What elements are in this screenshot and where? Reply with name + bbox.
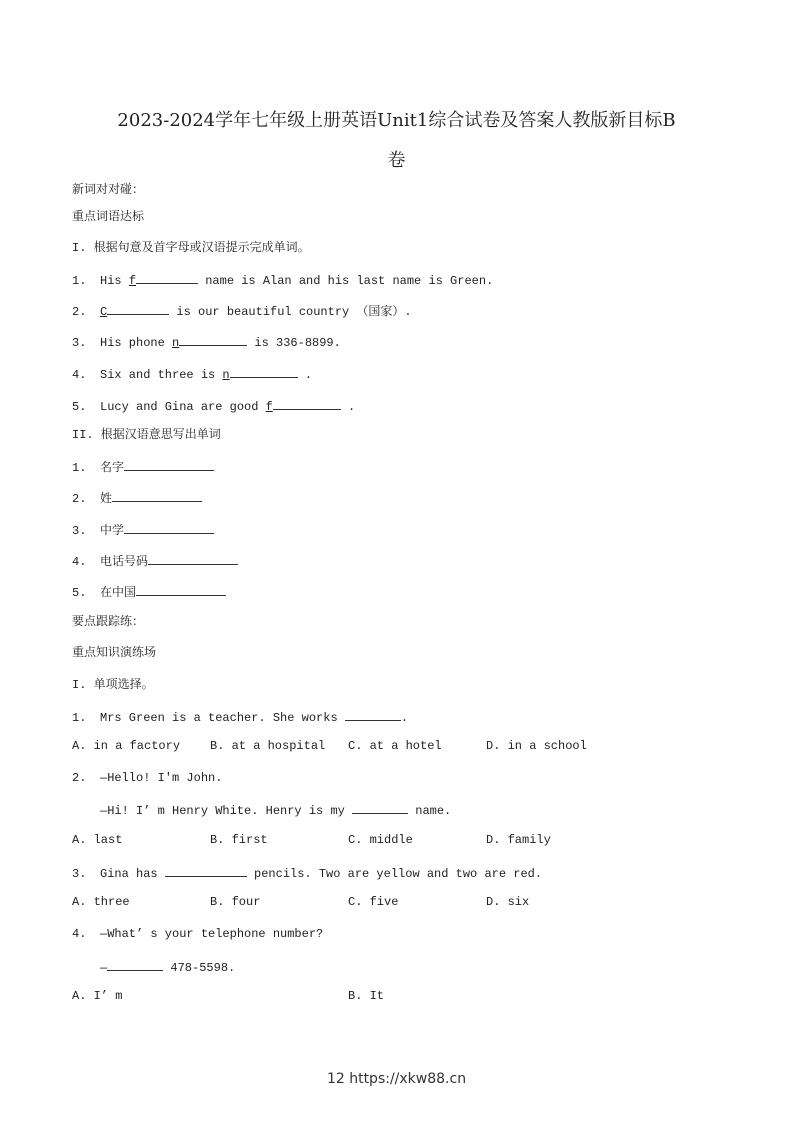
hint-letter: n — [222, 368, 230, 382]
question-number: 2. — [72, 305, 87, 319]
option-c[interactable]: C. middle — [348, 833, 413, 847]
answer-blank[interactable] — [230, 365, 298, 378]
question — [72, 458, 214, 476]
question-number: 3. — [72, 336, 87, 350]
question-number: 5. — [72, 400, 87, 414]
hint-letter: f — [128, 274, 137, 288]
option-b[interactable]: B. It — [348, 989, 385, 1003]
question-text: 478-5598. — [163, 961, 236, 975]
question-text: — — [100, 961, 108, 975]
question — [72, 926, 323, 942]
question — [72, 302, 412, 320]
part-heading: I. 单项选择。 — [72, 678, 154, 692]
question-text: His phone — [100, 336, 173, 350]
question-text: . — [340, 400, 356, 414]
question-number: 2. — [72, 492, 87, 506]
question-text: name. — [408, 804, 452, 818]
question — [72, 521, 214, 539]
question — [72, 397, 355, 415]
question-number: 1. — [72, 274, 87, 288]
question — [72, 552, 238, 570]
question — [72, 333, 341, 351]
hint-letter: f — [265, 400, 273, 414]
question-number: 4. — [72, 555, 87, 569]
question-text: —Hi! I’ m Henry White. Henry is my — [100, 804, 353, 818]
part-heading: II. 根据汉语意思写出单词 — [72, 428, 221, 442]
question-number: 2. — [72, 771, 87, 785]
question-text: is our beautiful country （国家）. — [169, 305, 412, 319]
question-text: 名字 — [100, 461, 125, 475]
answer-blank[interactable] — [273, 397, 341, 410]
question-text: 姓 — [100, 492, 113, 506]
answer-blank[interactable] — [148, 552, 238, 565]
option-a[interactable]: A. last — [72, 833, 123, 847]
option-c[interactable]: C. at a hotel — [348, 739, 442, 753]
question — [72, 271, 493, 289]
question — [72, 708, 408, 726]
option-b[interactable]: B. at a hospital — [210, 739, 326, 753]
question-number: 1. — [72, 461, 87, 475]
option-d[interactable]: D. in a school — [486, 739, 587, 753]
answer-blank[interactable] — [165, 864, 247, 877]
option-b[interactable]: B. four — [210, 895, 261, 909]
question — [72, 864, 542, 882]
question-text: pencils. Two are yellow and two are red. — [246, 867, 543, 881]
question-text: . — [400, 711, 409, 725]
question-text: 电话号码 — [100, 555, 149, 569]
question-text: His — [100, 274, 129, 288]
option-a[interactable]: A. I’ m — [72, 989, 123, 1003]
question-text: —What’ s your telephone number? — [100, 927, 324, 941]
section-label: 重点词语达标 — [72, 210, 145, 224]
question-text: . — [297, 368, 313, 382]
part-heading: I. 根据句意及首字母或汉语提示完成单词。 — [72, 241, 310, 255]
option-d[interactable]: D. six — [486, 895, 530, 909]
answer-blank[interactable] — [124, 521, 214, 534]
question-text: —Hello! I'm John. — [100, 771, 223, 785]
hint-letter: C — [100, 305, 108, 319]
question — [72, 770, 222, 786]
answer-blank[interactable] — [107, 302, 169, 315]
answer-blank[interactable] — [345, 708, 401, 721]
question-text: 中学 — [100, 524, 125, 538]
answer-blank[interactable] — [352, 801, 408, 814]
question-text: is 336-8899. — [247, 336, 341, 350]
question-line — [100, 801, 451, 819]
answer-blank[interactable] — [136, 271, 198, 284]
question-text: Gina has — [100, 867, 165, 881]
section-label: 新词对对碰： — [72, 183, 145, 197]
question-text: 在中国 — [100, 586, 137, 600]
question-line — [100, 958, 235, 976]
section-label: 重点知识演练场 — [72, 646, 157, 660]
question-number: 5. — [72, 586, 87, 600]
question — [72, 583, 226, 601]
page-footer: 12 https://xkw88.cn — [326, 1071, 467, 1087]
question-number: 4. — [72, 368, 87, 382]
option-a[interactable]: A. in a factory — [72, 739, 181, 753]
answer-blank[interactable] — [107, 958, 163, 971]
hint-letter: n — [172, 336, 180, 350]
question-text: Lucy and Gina are good — [100, 400, 266, 414]
answer-blank[interactable] — [136, 583, 226, 596]
question — [72, 365, 312, 383]
title-continued: 卷 — [387, 150, 406, 171]
option-b[interactable]: B. first — [210, 833, 268, 847]
question-number: 3. — [72, 524, 87, 538]
question-text: Six and three is — [100, 368, 223, 382]
answer-blank[interactable] — [124, 458, 214, 471]
question — [72, 489, 202, 507]
answer-blank[interactable] — [179, 333, 247, 346]
question-number: 1. — [72, 711, 87, 725]
question-text: Mrs Green is a teacher. She works — [100, 711, 345, 725]
question-number: 3. — [72, 867, 87, 881]
title: 2023-2024学年七年级上册英语Unit1综合试卷及答案人教版新目标B — [117, 110, 676, 131]
option-d[interactable]: D. family — [486, 833, 551, 847]
section-label: 要点跟踪练： — [72, 615, 145, 629]
question-number: 4. — [72, 927, 87, 941]
answer-blank[interactable] — [112, 489, 202, 502]
option-c[interactable]: C. five — [348, 895, 399, 909]
option-a[interactable]: A. three — [72, 895, 130, 909]
question-text: name is Alan and his last name is Green. — [198, 274, 494, 288]
